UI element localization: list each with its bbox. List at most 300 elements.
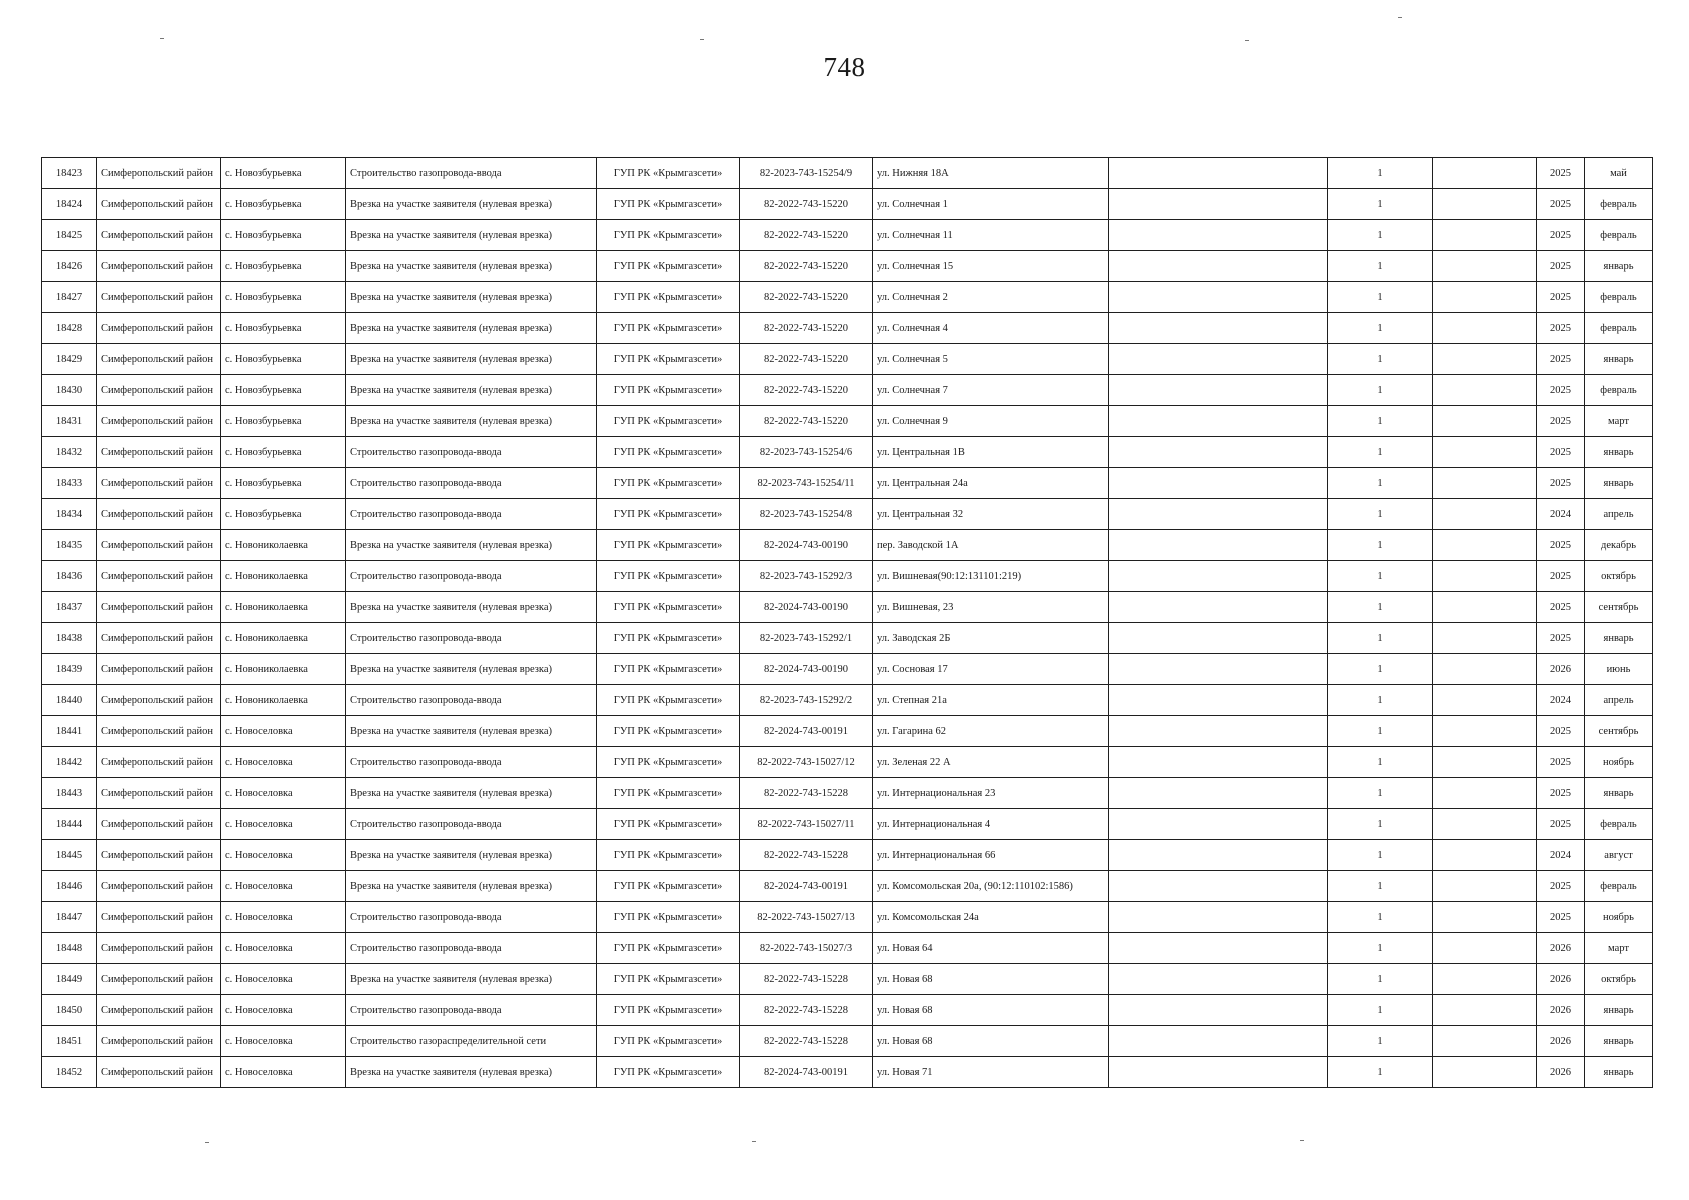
address-cell: ул. Солнечная 7 <box>873 375 1109 406</box>
empty-cell <box>1433 902 1537 933</box>
row-number: 18445 <box>42 840 97 871</box>
quantity-cell: 1 <box>1328 313 1433 344</box>
table-row <box>42 375 1653 406</box>
month-cell: июнь <box>1585 654 1653 685</box>
contract-number-cell: 82-2023-743-15254/9 <box>740 158 873 189</box>
row-number: 18433 <box>42 468 97 499</box>
month-cell: март <box>1585 933 1653 964</box>
address-cell: ул. Вишневая, 23 <box>873 592 1109 623</box>
operator-cell: ГУП РК «Крымгазсети» <box>597 282 740 313</box>
settlement-cell: с. Новозбурьевка <box>221 344 346 375</box>
month-cell: январь <box>1585 251 1653 282</box>
empty-cell <box>1433 158 1537 189</box>
row-number: 18438 <box>42 623 97 654</box>
empty-cell <box>1109 437 1328 468</box>
operator-cell: ГУП РК «Крымгазсети» <box>597 530 740 561</box>
address-cell: ул. Солнечная 4 <box>873 313 1109 344</box>
table-row <box>42 468 1653 499</box>
month-cell: март <box>1585 406 1653 437</box>
month-cell: апрель <box>1585 499 1653 530</box>
work-type-cell: Врезка на участке заявителя (нулевая врезка) <box>346 375 597 406</box>
month-cell: ноябрь <box>1585 902 1653 933</box>
quantity-cell: 1 <box>1328 561 1433 592</box>
district-cell: Симферопольский район <box>97 375 221 406</box>
settlement-cell: с. Новозбурьевка <box>221 406 346 437</box>
month-cell: январь <box>1585 1026 1653 1057</box>
empty-cell <box>1433 778 1537 809</box>
contract-number-cell: 82-2022-743-15027/12 <box>740 747 873 778</box>
row-number: 18440 <box>42 685 97 716</box>
empty-cell <box>1109 778 1328 809</box>
quantity-cell: 1 <box>1328 437 1433 468</box>
quantity-cell: 1 <box>1328 871 1433 902</box>
table-row <box>42 189 1653 220</box>
quantity-cell: 1 <box>1328 499 1433 530</box>
contract-number-cell: 82-2022-743-15220 <box>740 251 873 282</box>
row-number: 18447 <box>42 902 97 933</box>
table-row <box>42 406 1653 437</box>
scan-artifact <box>205 1142 209 1143</box>
month-cell: январь <box>1585 468 1653 499</box>
year-cell: 2025 <box>1537 158 1585 189</box>
settlement-cell: с. Новоселовка <box>221 840 346 871</box>
row-number: 18448 <box>42 933 97 964</box>
quantity-cell: 1 <box>1328 809 1433 840</box>
district-cell: Симферопольский район <box>97 685 221 716</box>
table-row <box>42 158 1653 189</box>
year-cell: 2026 <box>1537 1026 1585 1057</box>
address-cell: ул. Новая 68 <box>873 1026 1109 1057</box>
contract-number-cell: 82-2022-743-15220 <box>740 282 873 313</box>
row-number: 18449 <box>42 964 97 995</box>
month-cell: февраль <box>1585 871 1653 902</box>
month-cell: январь <box>1585 437 1653 468</box>
district-cell: Симферопольский район <box>97 158 221 189</box>
year-cell: 2025 <box>1537 468 1585 499</box>
district-cell: Симферопольский район <box>97 468 221 499</box>
empty-cell <box>1433 995 1537 1026</box>
work-type-cell: Врезка на участке заявителя (нулевая врезка) <box>346 654 597 685</box>
row-number: 18443 <box>42 778 97 809</box>
work-type-cell: Строительство газопровода-ввода <box>346 437 597 468</box>
operator-cell: ГУП РК «Крымгазсети» <box>597 995 740 1026</box>
year-cell: 2025 <box>1537 220 1585 251</box>
district-cell: Симферопольский район <box>97 840 221 871</box>
empty-cell <box>1109 220 1328 251</box>
quantity-cell: 1 <box>1328 778 1433 809</box>
work-type-cell: Врезка на участке заявителя (нулевая врезка) <box>346 840 597 871</box>
work-type-cell: Строительство газопровода-ввода <box>346 158 597 189</box>
settlement-cell: с. Новозбурьевка <box>221 437 346 468</box>
empty-cell <box>1433 499 1537 530</box>
address-cell: ул. Новая 68 <box>873 995 1109 1026</box>
table-row <box>42 654 1653 685</box>
empty-cell <box>1433 685 1537 716</box>
contract-number-cell: 82-2023-743-15292/3 <box>740 561 873 592</box>
scan-artifact <box>1398 17 1402 18</box>
address-cell: ул. Солнечная 1 <box>873 189 1109 220</box>
district-cell: Симферопольский район <box>97 406 221 437</box>
operator-cell: ГУП РК «Крымгазсети» <box>597 313 740 344</box>
year-cell: 2025 <box>1537 344 1585 375</box>
empty-cell <box>1433 375 1537 406</box>
district-cell: Симферопольский район <box>97 933 221 964</box>
empty-cell <box>1109 1057 1328 1088</box>
table-row <box>42 592 1653 623</box>
year-cell: 2024 <box>1537 840 1585 871</box>
settlement-cell: с. Новоселовка <box>221 747 346 778</box>
year-cell: 2024 <box>1537 499 1585 530</box>
work-type-cell: Строительство газораспределительной сети <box>346 1026 597 1057</box>
contract-number-cell: 82-2022-743-15228 <box>740 840 873 871</box>
work-type-cell: Строительство газопровода-ввода <box>346 902 597 933</box>
year-cell: 2025 <box>1537 592 1585 623</box>
empty-cell <box>1433 809 1537 840</box>
empty-cell <box>1433 964 1537 995</box>
address-cell: ул. Гагарина 62 <box>873 716 1109 747</box>
operator-cell: ГУП РК «Крымгазсети» <box>597 747 740 778</box>
settlement-cell: с. Новозбурьевка <box>221 468 346 499</box>
empty-cell <box>1109 251 1328 282</box>
address-cell: ул. Центральная 1В <box>873 437 1109 468</box>
table-row <box>42 344 1653 375</box>
work-type-cell: Врезка на участке заявителя (нулевая врезка) <box>346 406 597 437</box>
contract-number-cell: 82-2023-743-15254/8 <box>740 499 873 530</box>
month-cell: май <box>1585 158 1653 189</box>
empty-cell <box>1109 282 1328 313</box>
month-cell: февраль <box>1585 375 1653 406</box>
work-type-cell: Врезка на участке заявителя (нулевая врезка) <box>346 530 597 561</box>
table-row <box>42 778 1653 809</box>
row-number: 18451 <box>42 1026 97 1057</box>
row-number: 18442 <box>42 747 97 778</box>
empty-cell <box>1109 313 1328 344</box>
settlement-cell: с. Новоселовка <box>221 933 346 964</box>
address-cell: ул. Новая 71 <box>873 1057 1109 1088</box>
address-cell: ул. Новая 64 <box>873 933 1109 964</box>
contract-number-cell: 82-2022-743-15027/3 <box>740 933 873 964</box>
address-cell: ул. Заводская 2Б <box>873 623 1109 654</box>
address-cell: ул. Центральная 24а <box>873 468 1109 499</box>
row-number: 18446 <box>42 871 97 902</box>
address-cell: ул. Солнечная 11 <box>873 220 1109 251</box>
operator-cell: ГУП РК «Крымгазсети» <box>597 592 740 623</box>
contract-number-cell: 82-2024-743-00191 <box>740 716 873 747</box>
address-cell: пер. Заводской 1А <box>873 530 1109 561</box>
address-cell: ул. Степная 21а <box>873 685 1109 716</box>
district-cell: Симферопольский район <box>97 1026 221 1057</box>
settlement-cell: с. Новоселовка <box>221 995 346 1026</box>
settlement-cell: с. Новозбурьевка <box>221 375 346 406</box>
year-cell: 2025 <box>1537 406 1585 437</box>
month-cell: октябрь <box>1585 561 1653 592</box>
address-cell: ул. Солнечная 5 <box>873 344 1109 375</box>
table-row <box>42 282 1653 313</box>
empty-cell <box>1433 189 1537 220</box>
month-cell: февраль <box>1585 809 1653 840</box>
empty-cell <box>1433 406 1537 437</box>
address-cell: ул. Комсомольская 20а, (90:12:110102:1586) <box>873 871 1109 902</box>
quantity-cell: 1 <box>1328 220 1433 251</box>
year-cell: 2025 <box>1537 902 1585 933</box>
contract-number-cell: 82-2022-743-15027/11 <box>740 809 873 840</box>
empty-cell <box>1433 530 1537 561</box>
quantity-cell: 1 <box>1328 933 1433 964</box>
address-cell: ул. Солнечная 15 <box>873 251 1109 282</box>
work-type-cell: Строительство газопровода-ввода <box>346 623 597 654</box>
operator-cell: ГУП РК «Крымгазсети» <box>597 685 740 716</box>
row-number: 18423 <box>42 158 97 189</box>
district-cell: Симферопольский район <box>97 995 221 1026</box>
gasification-registry-table <box>41 157 1653 1088</box>
work-type-cell: Врезка на участке заявителя (нулевая врезка) <box>346 1057 597 1088</box>
month-cell: ноябрь <box>1585 747 1653 778</box>
table-row <box>42 437 1653 468</box>
page-number: 748 <box>823 52 866 82</box>
contract-number-cell: 82-2022-743-15228 <box>740 964 873 995</box>
quantity-cell: 1 <box>1328 406 1433 437</box>
contract-number-cell: 82-2022-743-15220 <box>740 406 873 437</box>
operator-cell: ГУП РК «Крымгазсети» <box>597 499 740 530</box>
row-number: 18444 <box>42 809 97 840</box>
year-cell: 2025 <box>1537 189 1585 220</box>
month-cell: сентябрь <box>1585 592 1653 623</box>
table-row <box>42 902 1653 933</box>
work-type-cell: Врезка на участке заявителя (нулевая врезка) <box>346 282 597 313</box>
table-row <box>42 933 1653 964</box>
row-number: 18439 <box>42 654 97 685</box>
quantity-cell: 1 <box>1328 964 1433 995</box>
work-type-cell: Строительство газопровода-ввода <box>346 468 597 499</box>
table-row <box>42 220 1653 251</box>
district-cell: Симферопольский район <box>97 747 221 778</box>
empty-cell <box>1109 468 1328 499</box>
row-number: 18441 <box>42 716 97 747</box>
work-type-cell: Врезка на участке заявителя (нулевая врезка) <box>346 778 597 809</box>
empty-cell <box>1433 623 1537 654</box>
contract-number-cell: 82-2024-743-00190 <box>740 530 873 561</box>
scan-artifact <box>1245 40 1249 41</box>
year-cell: 2026 <box>1537 654 1585 685</box>
address-cell: ул. Зеленая 22 А <box>873 747 1109 778</box>
month-cell: сентябрь <box>1585 716 1653 747</box>
quantity-cell: 1 <box>1328 747 1433 778</box>
empty-cell <box>1109 902 1328 933</box>
work-type-cell: Строительство газопровода-ввода <box>346 685 597 716</box>
contract-number-cell: 82-2023-743-15292/2 <box>740 685 873 716</box>
row-number: 18436 <box>42 561 97 592</box>
empty-cell <box>1109 561 1328 592</box>
work-type-cell: Врезка на участке заявителя (нулевая врезка) <box>346 251 597 282</box>
settlement-cell: с. Новоселовка <box>221 778 346 809</box>
year-cell: 2025 <box>1537 747 1585 778</box>
empty-cell <box>1433 747 1537 778</box>
district-cell: Симферопольский район <box>97 623 221 654</box>
empty-cell <box>1109 406 1328 437</box>
empty-cell <box>1109 158 1328 189</box>
work-type-cell: Врезка на участке заявителя (нулевая врезка) <box>346 313 597 344</box>
scan-artifact <box>752 1141 756 1142</box>
work-type-cell: Строительство газопровода-ввода <box>346 499 597 530</box>
contract-number-cell: 82-2022-743-15220 <box>740 375 873 406</box>
year-cell: 2026 <box>1537 1057 1585 1088</box>
empty-cell <box>1109 995 1328 1026</box>
contract-number-cell: 82-2024-743-00191 <box>740 871 873 902</box>
quantity-cell: 1 <box>1328 685 1433 716</box>
district-cell: Симферопольский район <box>97 561 221 592</box>
empty-cell <box>1433 251 1537 282</box>
quantity-cell: 1 <box>1328 995 1433 1026</box>
work-type-cell: Строительство газопровода-ввода <box>346 995 597 1026</box>
settlement-cell: с. Новозбурьевка <box>221 499 346 530</box>
district-cell: Симферопольский район <box>97 592 221 623</box>
settlement-cell: с. Новониколаевка <box>221 530 346 561</box>
month-cell: февраль <box>1585 282 1653 313</box>
empty-cell <box>1433 933 1537 964</box>
month-cell: январь <box>1585 778 1653 809</box>
quantity-cell: 1 <box>1328 1026 1433 1057</box>
operator-cell: ГУП РК «Крымгазсети» <box>597 933 740 964</box>
quantity-cell: 1 <box>1328 344 1433 375</box>
month-cell: август <box>1585 840 1653 871</box>
operator-cell: ГУП РК «Крымгазсети» <box>597 840 740 871</box>
row-number: 18434 <box>42 499 97 530</box>
operator-cell: ГУП РК «Крымгазсети» <box>597 406 740 437</box>
month-cell: апрель <box>1585 685 1653 716</box>
table-row <box>42 623 1653 654</box>
address-cell: ул. Вишневая(90:12:131101:219) <box>873 561 1109 592</box>
district-cell: Симферопольский район <box>97 871 221 902</box>
address-cell: ул. Солнечная 9 <box>873 406 1109 437</box>
empty-cell <box>1433 1026 1537 1057</box>
operator-cell: ГУП РК «Крымгазсети» <box>597 654 740 685</box>
work-type-cell: Врезка на участке заявителя (нулевая врезка) <box>346 871 597 902</box>
settlement-cell: с. Новоселовка <box>221 964 346 995</box>
settlement-cell: с. Новоселовка <box>221 871 346 902</box>
year-cell: 2025 <box>1537 871 1585 902</box>
contract-number-cell: 82-2022-743-15228 <box>740 995 873 1026</box>
table-row <box>42 313 1653 344</box>
work-type-cell: Строительство газопровода-ввода <box>346 561 597 592</box>
quantity-cell: 1 <box>1328 375 1433 406</box>
empty-cell <box>1109 871 1328 902</box>
work-type-cell: Врезка на участке заявителя (нулевая врезка) <box>346 716 597 747</box>
table-row <box>42 561 1653 592</box>
empty-cell <box>1433 592 1537 623</box>
quantity-cell: 1 <box>1328 468 1433 499</box>
empty-cell <box>1109 1026 1328 1057</box>
empty-cell <box>1433 313 1537 344</box>
settlement-cell: с. Новоселовка <box>221 716 346 747</box>
district-cell: Симферопольский район <box>97 344 221 375</box>
row-number: 18430 <box>42 375 97 406</box>
empty-cell <box>1109 623 1328 654</box>
row-number: 18426 <box>42 251 97 282</box>
table-row <box>42 809 1653 840</box>
empty-cell <box>1433 282 1537 313</box>
table-row <box>42 1026 1653 1057</box>
contract-number-cell: 82-2023-743-15292/1 <box>740 623 873 654</box>
operator-cell: ГУП РК «Крымгазсети» <box>597 158 740 189</box>
district-cell: Симферопольский район <box>97 1057 221 1088</box>
settlement-cell: с. Новоселовка <box>221 1057 346 1088</box>
operator-cell: ГУП РК «Крымгазсети» <box>597 220 740 251</box>
quantity-cell: 1 <box>1328 592 1433 623</box>
month-cell: январь <box>1585 623 1653 654</box>
row-number: 18432 <box>42 437 97 468</box>
year-cell: 2025 <box>1537 778 1585 809</box>
operator-cell: ГУП РК «Крымгазсети» <box>597 375 740 406</box>
empty-cell <box>1109 530 1328 561</box>
empty-cell <box>1109 592 1328 623</box>
month-cell: октябрь <box>1585 964 1653 995</box>
table-row <box>42 716 1653 747</box>
table-row <box>42 499 1653 530</box>
operator-cell: ГУП РК «Крымгазсети» <box>597 561 740 592</box>
row-number: 18425 <box>42 220 97 251</box>
settlement-cell: с. Новозбурьевка <box>221 251 346 282</box>
operator-cell: ГУП РК «Крымгазсети» <box>597 1057 740 1088</box>
year-cell: 2025 <box>1537 437 1585 468</box>
work-type-cell: Врезка на участке заявителя (нулевая врезка) <box>346 964 597 995</box>
table-row <box>42 251 1653 282</box>
empty-cell <box>1109 840 1328 871</box>
month-cell: декабрь <box>1585 530 1653 561</box>
settlement-cell: с. Новозбурьевка <box>221 189 346 220</box>
table-row <box>42 871 1653 902</box>
month-cell: январь <box>1585 1057 1653 1088</box>
contract-number-cell: 82-2022-743-15220 <box>740 189 873 220</box>
empty-cell <box>1109 747 1328 778</box>
address-cell: ул. Нижняя 18А <box>873 158 1109 189</box>
table-row <box>42 530 1653 561</box>
row-number: 18437 <box>42 592 97 623</box>
empty-cell <box>1109 344 1328 375</box>
table-row <box>42 995 1653 1026</box>
operator-cell: ГУП РК «Крымгазсети» <box>597 189 740 220</box>
quantity-cell: 1 <box>1328 530 1433 561</box>
operator-cell: ГУП РК «Крымгазсети» <box>597 716 740 747</box>
year-cell: 2026 <box>1537 995 1585 1026</box>
operator-cell: ГУП РК «Крымгазсети» <box>597 468 740 499</box>
work-type-cell: Строительство газопровода-ввода <box>346 747 597 778</box>
empty-cell <box>1109 964 1328 995</box>
scan-artifact <box>160 38 164 39</box>
year-cell: 2026 <box>1537 964 1585 995</box>
month-cell: февраль <box>1585 313 1653 344</box>
operator-cell: ГУП РК «Крымгазсети» <box>597 964 740 995</box>
district-cell: Симферопольский район <box>97 778 221 809</box>
settlement-cell: с. Новониколаевка <box>221 561 346 592</box>
empty-cell <box>1433 654 1537 685</box>
empty-cell <box>1433 561 1537 592</box>
year-cell: 2026 <box>1537 933 1585 964</box>
empty-cell <box>1433 344 1537 375</box>
district-cell: Симферопольский район <box>97 530 221 561</box>
year-cell: 2024 <box>1537 685 1585 716</box>
operator-cell: ГУП РК «Крымгазсети» <box>597 902 740 933</box>
address-cell: ул. Интернациональная 66 <box>873 840 1109 871</box>
operator-cell: ГУП РК «Крымгазсети» <box>597 251 740 282</box>
settlement-cell: с. Новоселовка <box>221 902 346 933</box>
row-number: 18427 <box>42 282 97 313</box>
scan-artifact <box>700 39 704 40</box>
empty-cell <box>1433 220 1537 251</box>
work-type-cell: Врезка на участке заявителя (нулевая врезка) <box>346 592 597 623</box>
quantity-cell: 1 <box>1328 251 1433 282</box>
settlement-cell: с. Новониколаевка <box>221 685 346 716</box>
work-type-cell: Врезка на участке заявителя (нулевая врезка) <box>346 344 597 375</box>
